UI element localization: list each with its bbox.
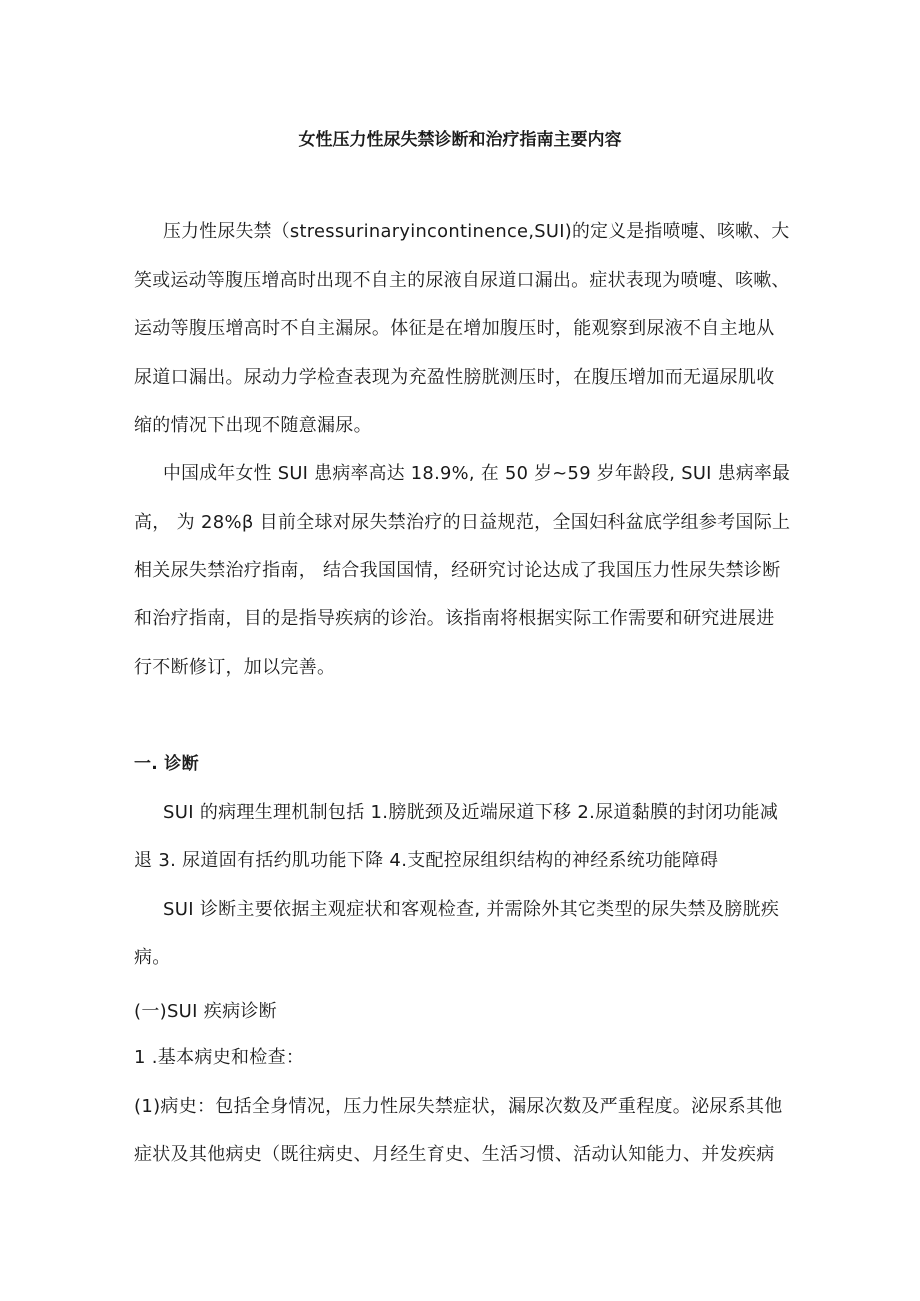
paragraph-line: 症状及其他病史（既往病史、月经生育史、生活习惯、活动认知能力、并发疾病	[134, 1144, 775, 1165]
document-title: 女性压力性尿失禁诊断和治疗指南主要内容	[298, 130, 622, 150]
paragraph-line: 笑或运动等腹压增高时出现不自主的尿液自尿道口漏出。症状表现为喷嚏、咳嗽、	[134, 270, 790, 291]
section-heading: 一. 诊断	[134, 754, 199, 774]
list-item: (1)病史：包括全身情况，压力性尿失禁症状，漏尿次数及严重程度。泌尿系其他	[134, 1096, 783, 1117]
subsection-heading: (一)SUI 疾病诊断	[134, 1001, 277, 1022]
paragraph-line: 退 3. 尿道固有括约肌功能下降 4.支配控尿组织结构的神经系统功能障碍	[134, 850, 719, 871]
paragraph-line: 运动等腹压增高时不自主漏尿。体征是在增加腹压时，能观察到尿液不自主地从	[134, 318, 775, 339]
paragraph-line: 相关尿失禁治疗指南， 结合我国国情，经研究讨论达成了我国压力性尿失禁诊断	[134, 560, 781, 581]
paragraph-line: 高， 为 28%β 目前全球对尿失禁治疗的日益规范，全国妇科盆底学组参考国际上	[134, 512, 791, 533]
paragraph-line: 中国成年女性 SUI 患病率高达 18.9%, 在 50 岁~59 岁年龄段, SUI 患病率最	[163, 463, 791, 484]
paragraph-line: 和治疗指南，目的是指导疾病的诊治。该指南将根据实际工作需要和研究进展进	[134, 608, 775, 629]
list-item: 1 .基本病史和检查：	[134, 1047, 305, 1068]
paragraph-line: 缩的情况下出现不随意漏尿。	[134, 415, 372, 436]
paragraph-line: 病。	[134, 947, 171, 968]
paragraph-line: SUI 诊断主要依据主观症状和客观检查, 并需除外其它类型的尿失禁及膀胱疾	[163, 899, 780, 920]
paragraph-line: 压力性尿失禁（stressurinaryincontinence,SUI)的定义是指喷嚏、咳嗽、大	[163, 221, 790, 242]
paragraph-line: 行不断修订，加以完善。	[134, 657, 336, 678]
paragraph-line: 尿道口漏出。尿动力学检查表现为充盈性膀胱测压时，在腹压增加而无逼尿肌收	[134, 367, 775, 388]
paragraph-line: SUI 的病理生理机制包括 1.膀胱颈及近端尿道下移 2.尿道黏膜的封闭功能减	[163, 802, 779, 823]
